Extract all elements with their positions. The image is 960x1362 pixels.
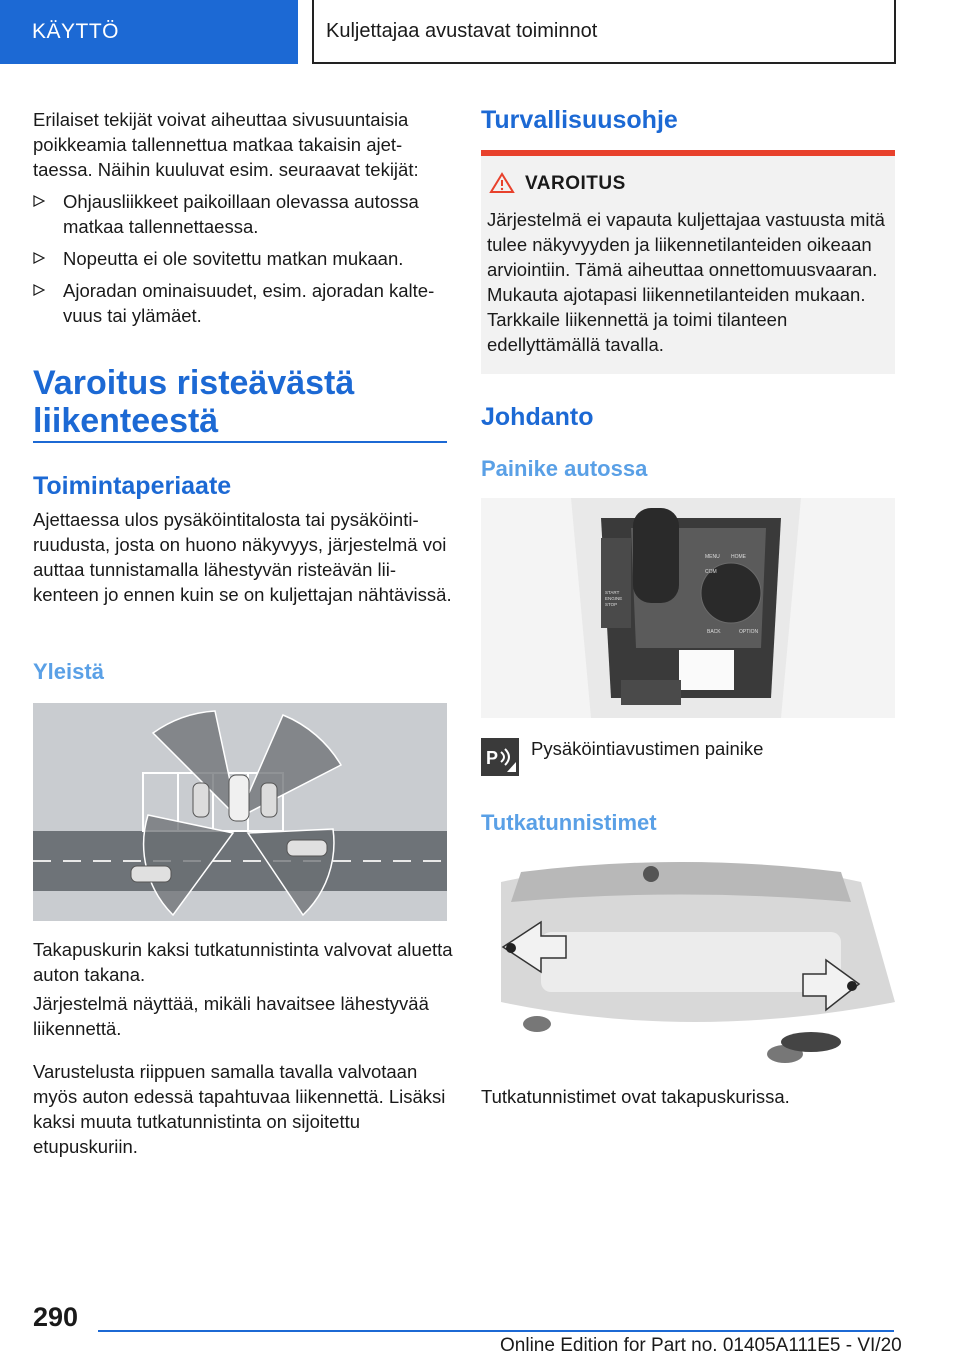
list-item: [33, 246, 453, 271]
console-label: START: [605, 590, 620, 595]
console-label: MENU: [705, 554, 720, 560]
heading-rule: [33, 441, 447, 443]
svg-text:P: P: [486, 748, 499, 768]
triangle-bullet-icon: [33, 195, 45, 207]
caption-paragraph: Järjestelmä näyttää, mikäli havaitsee lähestyvää liikennettä.: [33, 993, 429, 1039]
subheading: Tutkatunnistimet: [481, 810, 657, 835]
console-label: COM: [705, 569, 717, 575]
triangle-bullet-icon: [33, 284, 45, 296]
warning-text: Järjestelmä ei vapauta kuljettajaa vastuusta mitä tulee näkyvyyden ja liikennetilanteiden oikeaan arviointiin. Tämä aiheuttaa onnettomuusvaaran. Mukauta ajotapasi liikennetilanteiden mukaan. Tarkkaile liikennettä ja toimi tilanteen edellyttämällä tavalla.: [487, 209, 885, 355]
warning-label: VAROITUS: [525, 173, 626, 194]
chapter-title: Kuljettajaa avustavat toiminnot: [312, 0, 896, 64]
caption-paragraph: Varustelusta riippuen samalla tavalla valvotaan myös auton edessä tapahtuvaa liikennettä. Lisäksi kaksi muuta tutkatunnistinta on sijoitettu etupuskuriin.: [33, 1061, 446, 1157]
cross-traffic-illustration: [33, 703, 447, 921]
footer-rule: [98, 1330, 894, 1332]
console-label: BACK: [707, 629, 721, 635]
edition-line: Online Edition for Part no. 01405A111E5 - VI/20: [500, 1335, 902, 1356]
button-caption: Pysäköintiavustimen painike: [531, 738, 764, 759]
section-tab: KÄYTTÖ: [0, 0, 298, 64]
parking-assistant-icon: [481, 738, 519, 776]
triangle-bullet-icon: [33, 252, 45, 264]
subheading: Yleistä: [33, 659, 104, 684]
bullet-text: Ajoradan ominaisuudet, esim. ajoradan kaltevuus tai ylämäet.: [63, 280, 435, 326]
subsection-heading: Johdanto: [481, 403, 594, 431]
bullet-text: Ohjausliikkeet paikoillaan olevassa autossa matkaa tallennettaessa.: [63, 191, 419, 237]
sensors-caption: Tutkatunnistimet ovat takapuskurissa.: [481, 1086, 790, 1107]
intro-paragraph: Erilaiset tekijät voivat aiheuttaa sivusuuntaisia poikkeamia tallennettua matkaa takaisin ajettaessa. Näihin kuuluvat esim. seuraavat tekijät:: [33, 109, 419, 180]
section-heading: Varoitus risteävästä: [33, 364, 355, 402]
section-heading: liikenteestä: [33, 402, 219, 440]
list-item: [33, 189, 453, 239]
principle-paragraph: Ajettaessa ulos pysäköintitalosta tai pysäköintiruudusta, josta on huono näkyvyys, järjestelmä voi auttaa tunnistamalla lähestyvän risteävän liikenteen jo ennen kuin se on kuljettajan nähtävissä.: [33, 509, 452, 605]
warning-triangle-icon: [489, 172, 515, 194]
subsection-heading: Toimintaperiaate: [33, 472, 232, 500]
caption-paragraph: Takapuskurin kaksi tutkatunnistinta valvovat aluetta auton takana.: [33, 939, 453, 985]
bullet-text: Nopeutta ei ole sovitettu matkan mukaan.: [63, 248, 404, 269]
subheading: Painike autossa: [481, 456, 648, 481]
list-item: [33, 278, 453, 328]
console-label: STOP: [605, 602, 618, 607]
console-label: HOME: [731, 554, 746, 560]
console-label: ENGINE: [605, 596, 623, 601]
console-button-illustration: [481, 498, 895, 718]
rear-sensors-illustration: [481, 852, 895, 1064]
page-number: 290: [33, 1302, 79, 1332]
subsection-heading: Turvallisuusohje: [481, 106, 678, 134]
console-label: OPTION: [739, 629, 759, 635]
